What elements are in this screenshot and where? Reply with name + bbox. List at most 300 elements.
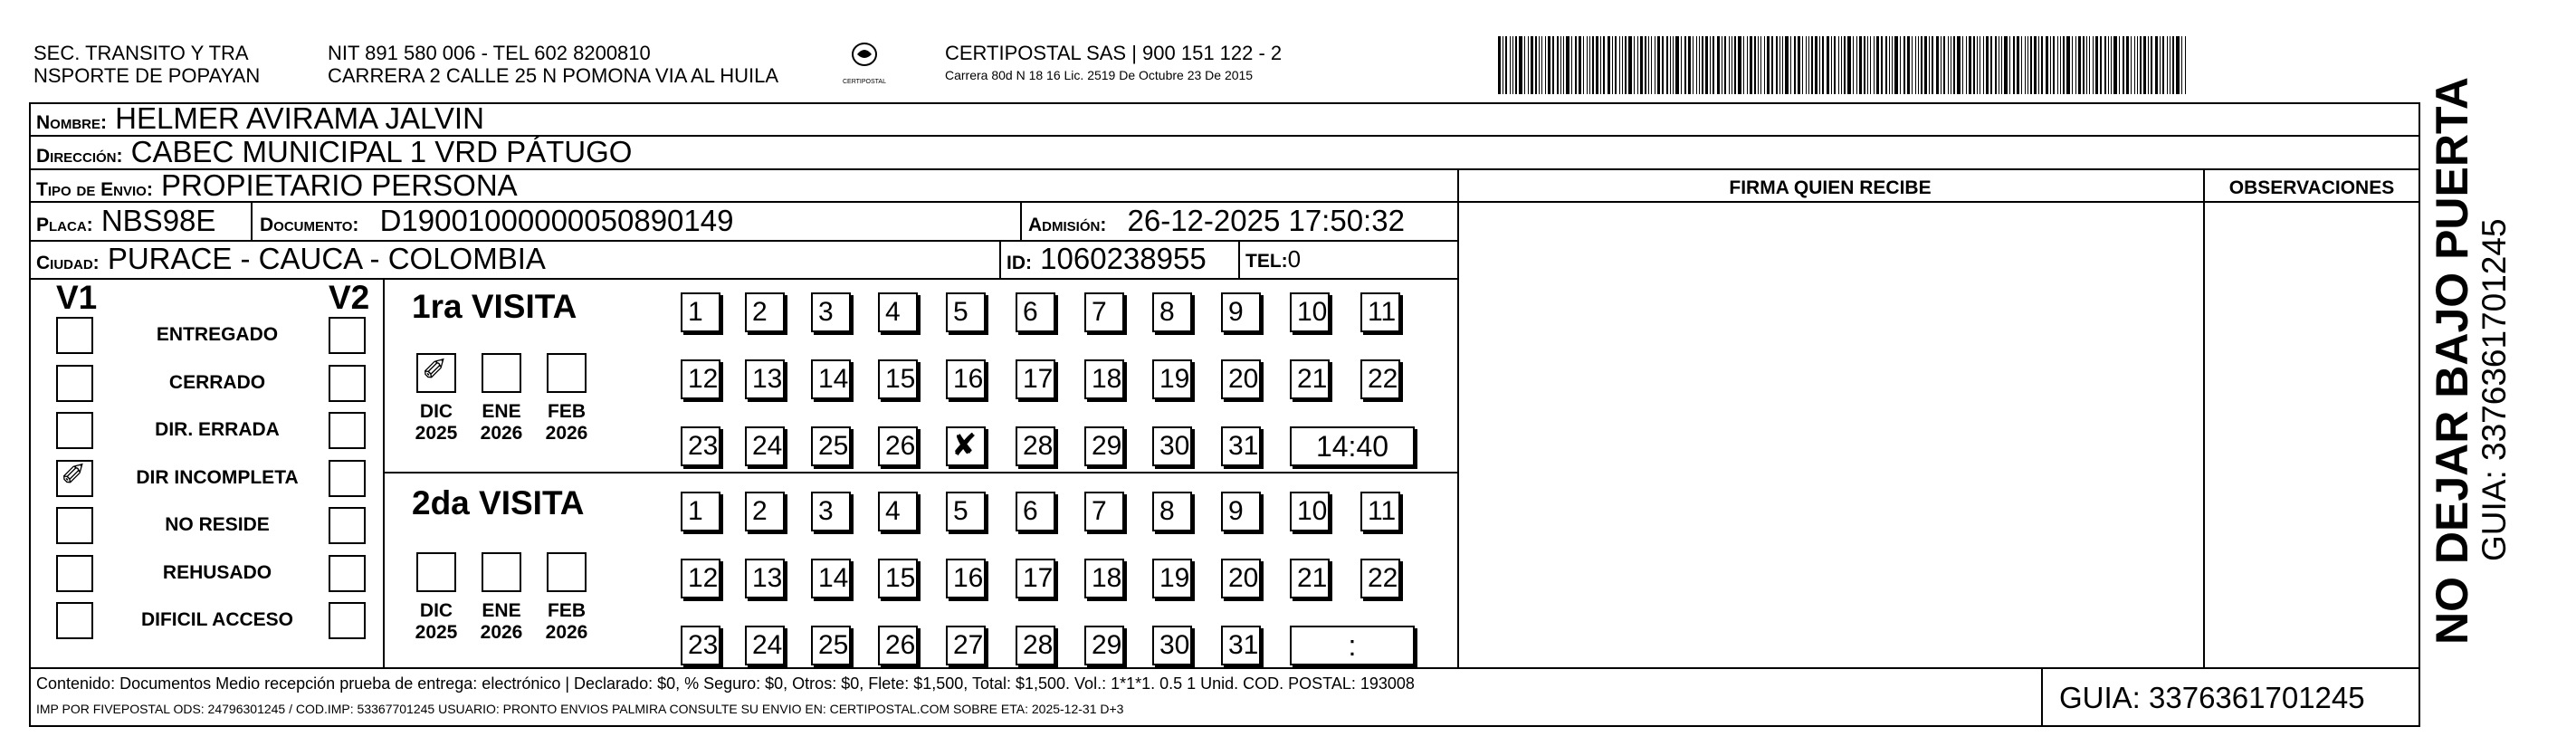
barcode-bar — [1760, 36, 1761, 94]
company-line: CERTIPOSTAL SAS | 900 151 122 - 2 — [945, 42, 1283, 64]
barcode-bar — [1918, 36, 1919, 94]
address-line: CARRERA 2 CALLE 25 N POMONA VIA AL HUILA — [328, 64, 779, 87]
barcode-bar — [1557, 36, 1559, 94]
barcode-bar — [1592, 36, 1594, 94]
second-visit-day-1[interactable]: 1 — [681, 492, 720, 531]
first-visit-day-9[interactable]: 9 — [1221, 292, 1261, 332]
barcode-bar — [2066, 36, 2070, 94]
barcode-bar — [1510, 36, 1511, 94]
barcode-bar — [1666, 36, 1668, 94]
barcode-bar — [2086, 36, 2087, 94]
barcode-bar — [2185, 36, 2186, 94]
first-visit-month-label — [538, 401, 596, 445]
barcode-bar — [2137, 36, 2138, 94]
barcode-bar — [2134, 36, 2135, 94]
barcode-bar — [1615, 36, 1617, 94]
barcode-bar — [1541, 36, 1542, 94]
barcode-bar — [1670, 36, 1671, 94]
barcode-bar — [1717, 36, 1720, 94]
tel-row — [1245, 243, 1301, 278]
status-option-label: ENTREGADO — [156, 324, 279, 345]
second-visit-day-29[interactable]: 29 — [1084, 626, 1124, 665]
sender-name — [33, 42, 260, 87]
direccion-row — [36, 136, 632, 173]
barcode-bar — [1498, 36, 1501, 94]
license-line: Carrera 80d N 18 16 Lic. 2519 De Octubre 23 De 2015 — [945, 68, 1254, 82]
month-year: 2025 — [415, 423, 458, 444]
barcode-bar — [1794, 36, 1796, 94]
barcode-bar — [1738, 36, 1741, 94]
barcode-bar — [1729, 36, 1730, 94]
second-visit-month-label — [407, 600, 465, 644]
barcode-bar — [1713, 36, 1714, 94]
barcode-bar — [1995, 36, 1997, 94]
barcode-bar — [1634, 36, 1635, 94]
second-visit-day-3[interactable]: 3 — [811, 492, 851, 531]
barcode-bar — [1900, 36, 1901, 94]
v1-label: V1 — [56, 279, 98, 316]
barcode-bar — [1973, 36, 1975, 94]
documento-row — [260, 205, 733, 242]
second-visit-month-ene-checkbox[interactable] — [482, 552, 521, 592]
barcode-bar — [1912, 36, 1913, 94]
barcode-bar — [1827, 36, 1829, 94]
barcode-bar — [1640, 36, 1643, 94]
check-mark: ✐ — [422, 352, 448, 388]
day-cross-mark: ✘ — [951, 427, 978, 464]
barcode-bar — [1808, 36, 1809, 94]
second-visit-day-13[interactable]: 13 — [745, 559, 785, 598]
direccion-label: Dirección: — [36, 146, 123, 167]
sender-line-2: NSPORTE DE POPAYAN — [33, 64, 261, 87]
first-visit-day-22[interactable]: 22 — [1360, 359, 1400, 399]
barcode-bar — [2034, 36, 2037, 94]
barcode-bar — [1675, 36, 1679, 94]
first-visit-day-18[interactable]: 18 — [1084, 359, 1124, 399]
barcode-bar — [2025, 36, 2026, 94]
barcode-bar — [1524, 36, 1525, 94]
id-value: 1060238955 — [1040, 242, 1207, 275]
barcode-bar — [2123, 36, 2124, 94]
barcode-bar — [1710, 36, 1711, 94]
barcode-bar — [1688, 36, 1691, 94]
second-visit-day-26[interactable]: 26 — [878, 626, 918, 665]
second-visit-day-6[interactable]: 6 — [1016, 492, 1055, 531]
barcode-bar — [1798, 36, 1800, 94]
first-visit-month-label — [407, 401, 465, 445]
second-visit-day-20[interactable]: 20 — [1221, 559, 1261, 598]
barcode-bar — [1779, 36, 1780, 94]
barcode-bar — [1587, 36, 1588, 94]
barcode-bar — [1943, 36, 1945, 94]
barcode-bar — [1969, 36, 1971, 94]
first-visit-day-12[interactable]: 12 — [681, 359, 720, 399]
first-visit-day-27[interactable] — [946, 426, 986, 466]
second-visit-day-11[interactable]: 11 — [1360, 492, 1400, 531]
second-visit-day-30[interactable]: 30 — [1152, 626, 1192, 665]
tipo-envio-value: PROPIETARIO PERSONA — [161, 168, 518, 202]
second-visit-day-15[interactable]: 15 — [878, 559, 918, 598]
barcode-bar — [1548, 36, 1550, 94]
month-year: 2025 — [415, 622, 458, 643]
check-mark: ✐ — [61, 456, 87, 493]
second-visit-day-27[interactable]: 27 — [946, 626, 986, 665]
second-visit-day-14[interactable]: 14 — [811, 559, 851, 598]
barcode-bar — [1859, 36, 1862, 94]
barcode-bar — [1657, 36, 1660, 94]
status-option-label: DIR. ERRADA — [155, 419, 280, 440]
barcode-bar — [2140, 36, 2142, 94]
barcode-bar — [1802, 36, 1803, 94]
first-visit-day-15[interactable]: 15 — [878, 359, 918, 399]
barcode-bar — [1552, 36, 1554, 94]
first-visit-day-10[interactable]: 10 — [1290, 292, 1330, 332]
certipostal-logo — [837, 38, 892, 87]
barcode-bar — [2148, 36, 2149, 94]
month-name: DIC — [419, 401, 453, 422]
ciudad-label: Ciudad: — [36, 253, 100, 273]
documento-label: Documento: — [260, 215, 359, 235]
first-visit-day-28[interactable]: 28 — [1016, 426, 1055, 466]
second-visit-day-18[interactable]: 18 — [1084, 559, 1124, 598]
barcode-bar — [1834, 36, 1836, 94]
barcode-bar — [2001, 36, 2002, 94]
tel-label: TEL: — [1245, 251, 1288, 272]
barcode-bar — [2063, 36, 2065, 94]
barcode-bar — [1867, 36, 1868, 94]
v2-checkbox[interactable] — [329, 507, 366, 544]
barcode-bar — [1608, 36, 1610, 94]
barcode — [1498, 36, 2190, 94]
barcode-bar — [1699, 36, 1700, 94]
barcode-bar — [1619, 36, 1620, 94]
barcode-bar — [2017, 36, 2019, 94]
barcode-bar — [1864, 36, 1865, 94]
ciudad-value: PURACE - CAUCA - COLOMBIA — [107, 242, 546, 275]
first-visit-day-13[interactable]: 13 — [745, 359, 785, 399]
v1-checkbox[interactable] — [56, 412, 93, 449]
first-visit-day-14[interactable]: 14 — [811, 359, 851, 399]
placa-label: Placa: — [36, 215, 93, 235]
tipo-envio-row — [36, 169, 518, 206]
barcode-bar — [2155, 36, 2158, 94]
month-year: 2026 — [545, 622, 588, 643]
barcode-bar — [1612, 36, 1613, 94]
first-visit-month-dic-checkbox[interactable] — [416, 353, 456, 393]
svg-text:CERTIPOSTAL: CERTIPOSTAL — [843, 79, 886, 85]
second-visit-day-12[interactable]: 12 — [681, 559, 720, 598]
v1-checkbox[interactable] — [56, 507, 93, 544]
second-visit-day-10[interactable]: 10 — [1290, 492, 1330, 531]
v2-checkbox[interactable] — [329, 365, 366, 402]
first-visit-day-2[interactable]: 2 — [745, 292, 785, 332]
observaciones-header: OBSERVACIONES — [2228, 177, 2395, 198]
barcode-bar — [1948, 36, 1949, 94]
barcode-bar — [1924, 36, 1927, 94]
barcode-bar — [1881, 36, 1883, 94]
first-visit-day-4[interactable]: 4 — [878, 292, 918, 332]
barcode-bar — [1838, 36, 1839, 94]
month-name: DIC — [419, 600, 453, 621]
first-visit-month-ene-checkbox[interactable] — [482, 353, 521, 393]
placa-value: NBS98E — [100, 204, 216, 237]
v2-checkbox[interactable] — [329, 460, 366, 497]
v2-checkbox[interactable] — [329, 602, 366, 639]
v1-checkbox[interactable] — [56, 456, 93, 497]
barcode-bar — [1876, 36, 1879, 94]
barcode-bar — [2143, 36, 2146, 94]
first-visit-month-feb-checkbox[interactable] — [547, 353, 587, 393]
second-visit-day-31[interactable]: 31 — [1221, 626, 1261, 665]
barcode-bar — [2075, 36, 2076, 94]
barcode-bar — [1662, 36, 1664, 94]
barcode-bar — [1953, 36, 1955, 94]
status-option-label: REHUSADO — [162, 561, 272, 583]
first-visit-day-31[interactable]: 31 — [1221, 426, 1261, 466]
barcode-bar — [1600, 36, 1601, 94]
barcode-bar — [1673, 36, 1674, 94]
barcode-bar — [1575, 36, 1577, 94]
barcode-bar — [1936, 36, 1939, 94]
month-year: 2026 — [545, 423, 588, 444]
second-visit-day-28[interactable]: 28 — [1016, 626, 1055, 665]
first-visit-day-8[interactable]: 8 — [1152, 292, 1192, 332]
first-visit-day-19[interactable]: 19 — [1152, 359, 1192, 399]
v1-checkbox[interactable] — [56, 602, 93, 639]
barcode-bar — [2093, 36, 2094, 94]
barcode-bar — [2053, 36, 2055, 94]
v1-checkbox[interactable] — [56, 365, 93, 402]
admision-value: 26-12-2025 17:50:32 — [1127, 204, 1405, 237]
barcode-bar — [2038, 36, 2039, 94]
status-option-label: CERRADO — [168, 371, 266, 393]
second-visit-day-4[interactable]: 4 — [878, 492, 918, 531]
first-visit-day-26[interactable]: 26 — [878, 426, 918, 466]
first-visit-day-6[interactable]: 6 — [1016, 292, 1055, 332]
barcode-bar — [1637, 36, 1638, 94]
barcode-bar — [1819, 36, 1820, 94]
barcode-bar — [1915, 36, 1916, 94]
barcode-bar — [2176, 36, 2180, 94]
first-visit-month-label — [472, 401, 530, 445]
second-visit-day-7[interactable]: 7 — [1084, 492, 1124, 531]
barcode-bar — [1512, 36, 1513, 94]
barcode-bar — [2027, 36, 2028, 94]
barcode-bar — [2111, 36, 2112, 94]
barcode-bar — [1806, 36, 1807, 94]
month-name: FEB — [548, 401, 586, 422]
first-visit-day-7[interactable]: 7 — [1084, 292, 1124, 332]
v1-checkbox[interactable] — [56, 555, 93, 592]
barcode-bar — [1962, 36, 1963, 94]
first-visit-day-5[interactable]: 5 — [946, 292, 986, 332]
footer-content-line: Contenido: Documentos Medio recepción prueba de entrega: electrónico | Declarado: $0, % Seguro: $0, Otros: $0, Flete: $1,500, Total: $1,500. Vol.: 1*1*1. 0.5 1 Unid. COD. POSTAL: 193008 — [36, 674, 1415, 693]
barcode-bar — [1545, 36, 1546, 94]
barcode-bar — [2162, 36, 2164, 94]
status-option-label: DIFICIL ACCESO — [140, 609, 293, 630]
barcode-bar — [1874, 36, 1875, 94]
admision-label: Admisión: — [1028, 215, 1107, 235]
barcode-bar — [1929, 36, 1930, 94]
barcode-bar — [1515, 36, 1517, 94]
first-visit-day-21[interactable]: 21 — [1290, 359, 1330, 399]
barcode-bar — [1977, 36, 1978, 94]
nit-line: NIT 891 580 006 - TEL 602 8200810 — [328, 42, 651, 64]
first-visit-time-box[interactable]: 14:40 — [1290, 426, 1415, 466]
barcode-bar — [1754, 36, 1756, 94]
barcode-bar — [1903, 36, 1905, 94]
first-visit-day-17[interactable]: 17 — [1016, 359, 1055, 399]
barcode-bar — [1596, 36, 1598, 94]
second-visit-month-label — [472, 600, 530, 644]
status-option-label: DIR INCOMPLETA — [136, 466, 299, 488]
tipo-envio-label: Tipo de Envio: — [36, 179, 153, 200]
barcode-bar — [2004, 36, 2008, 94]
barcode-bar — [1622, 36, 1623, 94]
barcode-bar — [2167, 36, 2168, 94]
barcode-bar — [1870, 36, 1871, 94]
barcode-bar — [2104, 36, 2106, 94]
barcode-bar — [1966, 36, 1967, 94]
barcode-bar — [2100, 36, 2102, 94]
second-visit-day-5[interactable]: 5 — [946, 492, 986, 531]
nombre-value: HELMER AVIRAMA JALVIN — [115, 101, 484, 135]
second-visit-day-24[interactable]: 24 — [745, 626, 785, 665]
side-guia: GUIA: 3376361701245 — [2476, 218, 2513, 561]
barcode-bar — [1505, 36, 1507, 94]
month-name: ENE — [482, 600, 521, 621]
second-visit-day-8[interactable]: 8 — [1152, 492, 1192, 531]
placa-row — [36, 205, 215, 242]
nombre-label: Nombre: — [36, 112, 107, 133]
v2-checkbox[interactable] — [329, 555, 366, 592]
barcode-bar — [1579, 36, 1581, 94]
month-year: 2026 — [480, 622, 523, 643]
barcode-bar — [1702, 36, 1703, 94]
barcode-bar — [1776, 36, 1778, 94]
barcode-bar — [1566, 36, 1569, 94]
second-visit-day-9[interactable]: 9 — [1221, 492, 1261, 531]
second-visit-time-box[interactable]: : — [1290, 626, 1415, 665]
barcode-bar — [2160, 36, 2161, 94]
barcode-bar — [1811, 36, 1813, 94]
barcode-bar — [1625, 36, 1627, 94]
first-visit-day-11[interactable]: 11 — [1360, 292, 1400, 332]
second-visit-month-label — [538, 600, 596, 644]
documento-value: D19001000000050890149 — [379, 204, 734, 237]
barcode-bar — [1764, 36, 1765, 94]
barcode-bar — [1531, 36, 1533, 94]
signature-area[interactable] — [1459, 217, 2201, 665]
second-visit-day-17[interactable]: 17 — [1016, 559, 1055, 598]
ciudad-row — [36, 243, 546, 280]
barcode-bar — [1921, 36, 1922, 94]
first-visit-day-29[interactable]: 29 — [1084, 426, 1124, 466]
month-name: ENE — [482, 401, 521, 422]
observations-area[interactable] — [2205, 217, 2419, 665]
barcode-bar — [1822, 36, 1824, 94]
barcode-bar — [1724, 36, 1726, 94]
first-visit-day-20[interactable]: 20 — [1221, 359, 1261, 399]
sender-contact — [328, 42, 778, 87]
first-visit-day-30[interactable]: 30 — [1152, 426, 1192, 466]
id-label: ID: — [1007, 253, 1032, 273]
first-visit-day-25[interactable]: 25 — [811, 426, 851, 466]
second-visit-day-22[interactable]: 22 — [1360, 559, 1400, 598]
barcode-bar — [1892, 36, 1893, 94]
barcode-bar — [1747, 36, 1748, 94]
barcode-bar — [1539, 36, 1540, 94]
barcode-bar — [1790, 36, 1791, 94]
second-visit-day-23[interactable]: 23 — [681, 626, 720, 665]
barcode-bar — [1847, 36, 1851, 94]
nombre-row — [36, 102, 484, 139]
v1-checkbox[interactable] — [56, 317, 93, 354]
second-visit-day-19[interactable]: 19 — [1152, 559, 1192, 598]
first-visit-day-3[interactable]: 3 — [811, 292, 851, 332]
barcode-bar — [1563, 36, 1564, 94]
barcode-bar — [1889, 36, 1890, 94]
barcode-bar — [2181, 36, 2182, 94]
second-visit-day-21[interactable]: 21 — [1290, 559, 1330, 598]
barcode-bar — [2013, 36, 2015, 94]
barcode-bar — [1782, 36, 1783, 94]
barcode-bar — [1571, 36, 1572, 94]
second-visit-day-16[interactable]: 16 — [946, 559, 986, 598]
tel-value: 0 — [1287, 245, 1302, 273]
barcode-bar — [1750, 36, 1752, 94]
barcode-bar — [1603, 36, 1605, 94]
barcode-bar — [1907, 36, 1910, 94]
second-visit-month-dic-checkbox[interactable] — [416, 552, 456, 592]
company-info — [945, 42, 1282, 83]
direccion-value: CABEC MUNICIPAL 1 VRD PÁTUGO — [130, 135, 633, 168]
barcode-bar — [1528, 36, 1529, 94]
barcode-bar — [2170, 36, 2171, 94]
first-visit-day-1[interactable]: 1 — [681, 292, 720, 332]
first-visit-day-16[interactable]: 16 — [946, 359, 986, 399]
barcode-bar — [1767, 36, 1770, 94]
v2-checkbox[interactable] — [329, 412, 366, 449]
barcode-bar — [2050, 36, 2051, 94]
barcode-bar — [2046, 36, 2048, 94]
v2-label: V2 — [329, 279, 370, 316]
barcode-bar — [2108, 36, 2109, 94]
admision-row — [1028, 205, 1405, 242]
barcode-bar — [1684, 36, 1686, 94]
barcode-bar — [2151, 36, 2152, 94]
barcode-bar — [1885, 36, 1887, 94]
barcode-bar — [1535, 36, 1537, 94]
footer-guia: GUIA: 3376361701245 — [2059, 681, 2365, 714]
first-visit-title: 1ra VISITA — [412, 288, 577, 325]
second-visit-day-25[interactable]: 25 — [811, 626, 851, 665]
first-visit-day-23[interactable]: 23 — [681, 426, 720, 466]
barcode-bar — [1844, 36, 1846, 94]
no-dejar-bajo-puerta: NO DEJAR BAJO PUERTA — [2427, 77, 2477, 645]
second-visit-day-2[interactable]: 2 — [745, 492, 785, 531]
barcode-bar — [1990, 36, 1992, 94]
second-visit-month-feb-checkbox[interactable] — [547, 552, 587, 592]
barcode-bar — [1696, 36, 1697, 94]
barcode-bar — [1932, 36, 1933, 94]
first-visit-day-24[interactable]: 24 — [745, 426, 785, 466]
v2-checkbox[interactable] — [329, 317, 366, 354]
barcode-bar — [2083, 36, 2085, 94]
barcode-bar — [2119, 36, 2120, 94]
barcode-bar — [2057, 36, 2058, 94]
second-visit-title: 2da VISITA — [412, 484, 585, 521]
